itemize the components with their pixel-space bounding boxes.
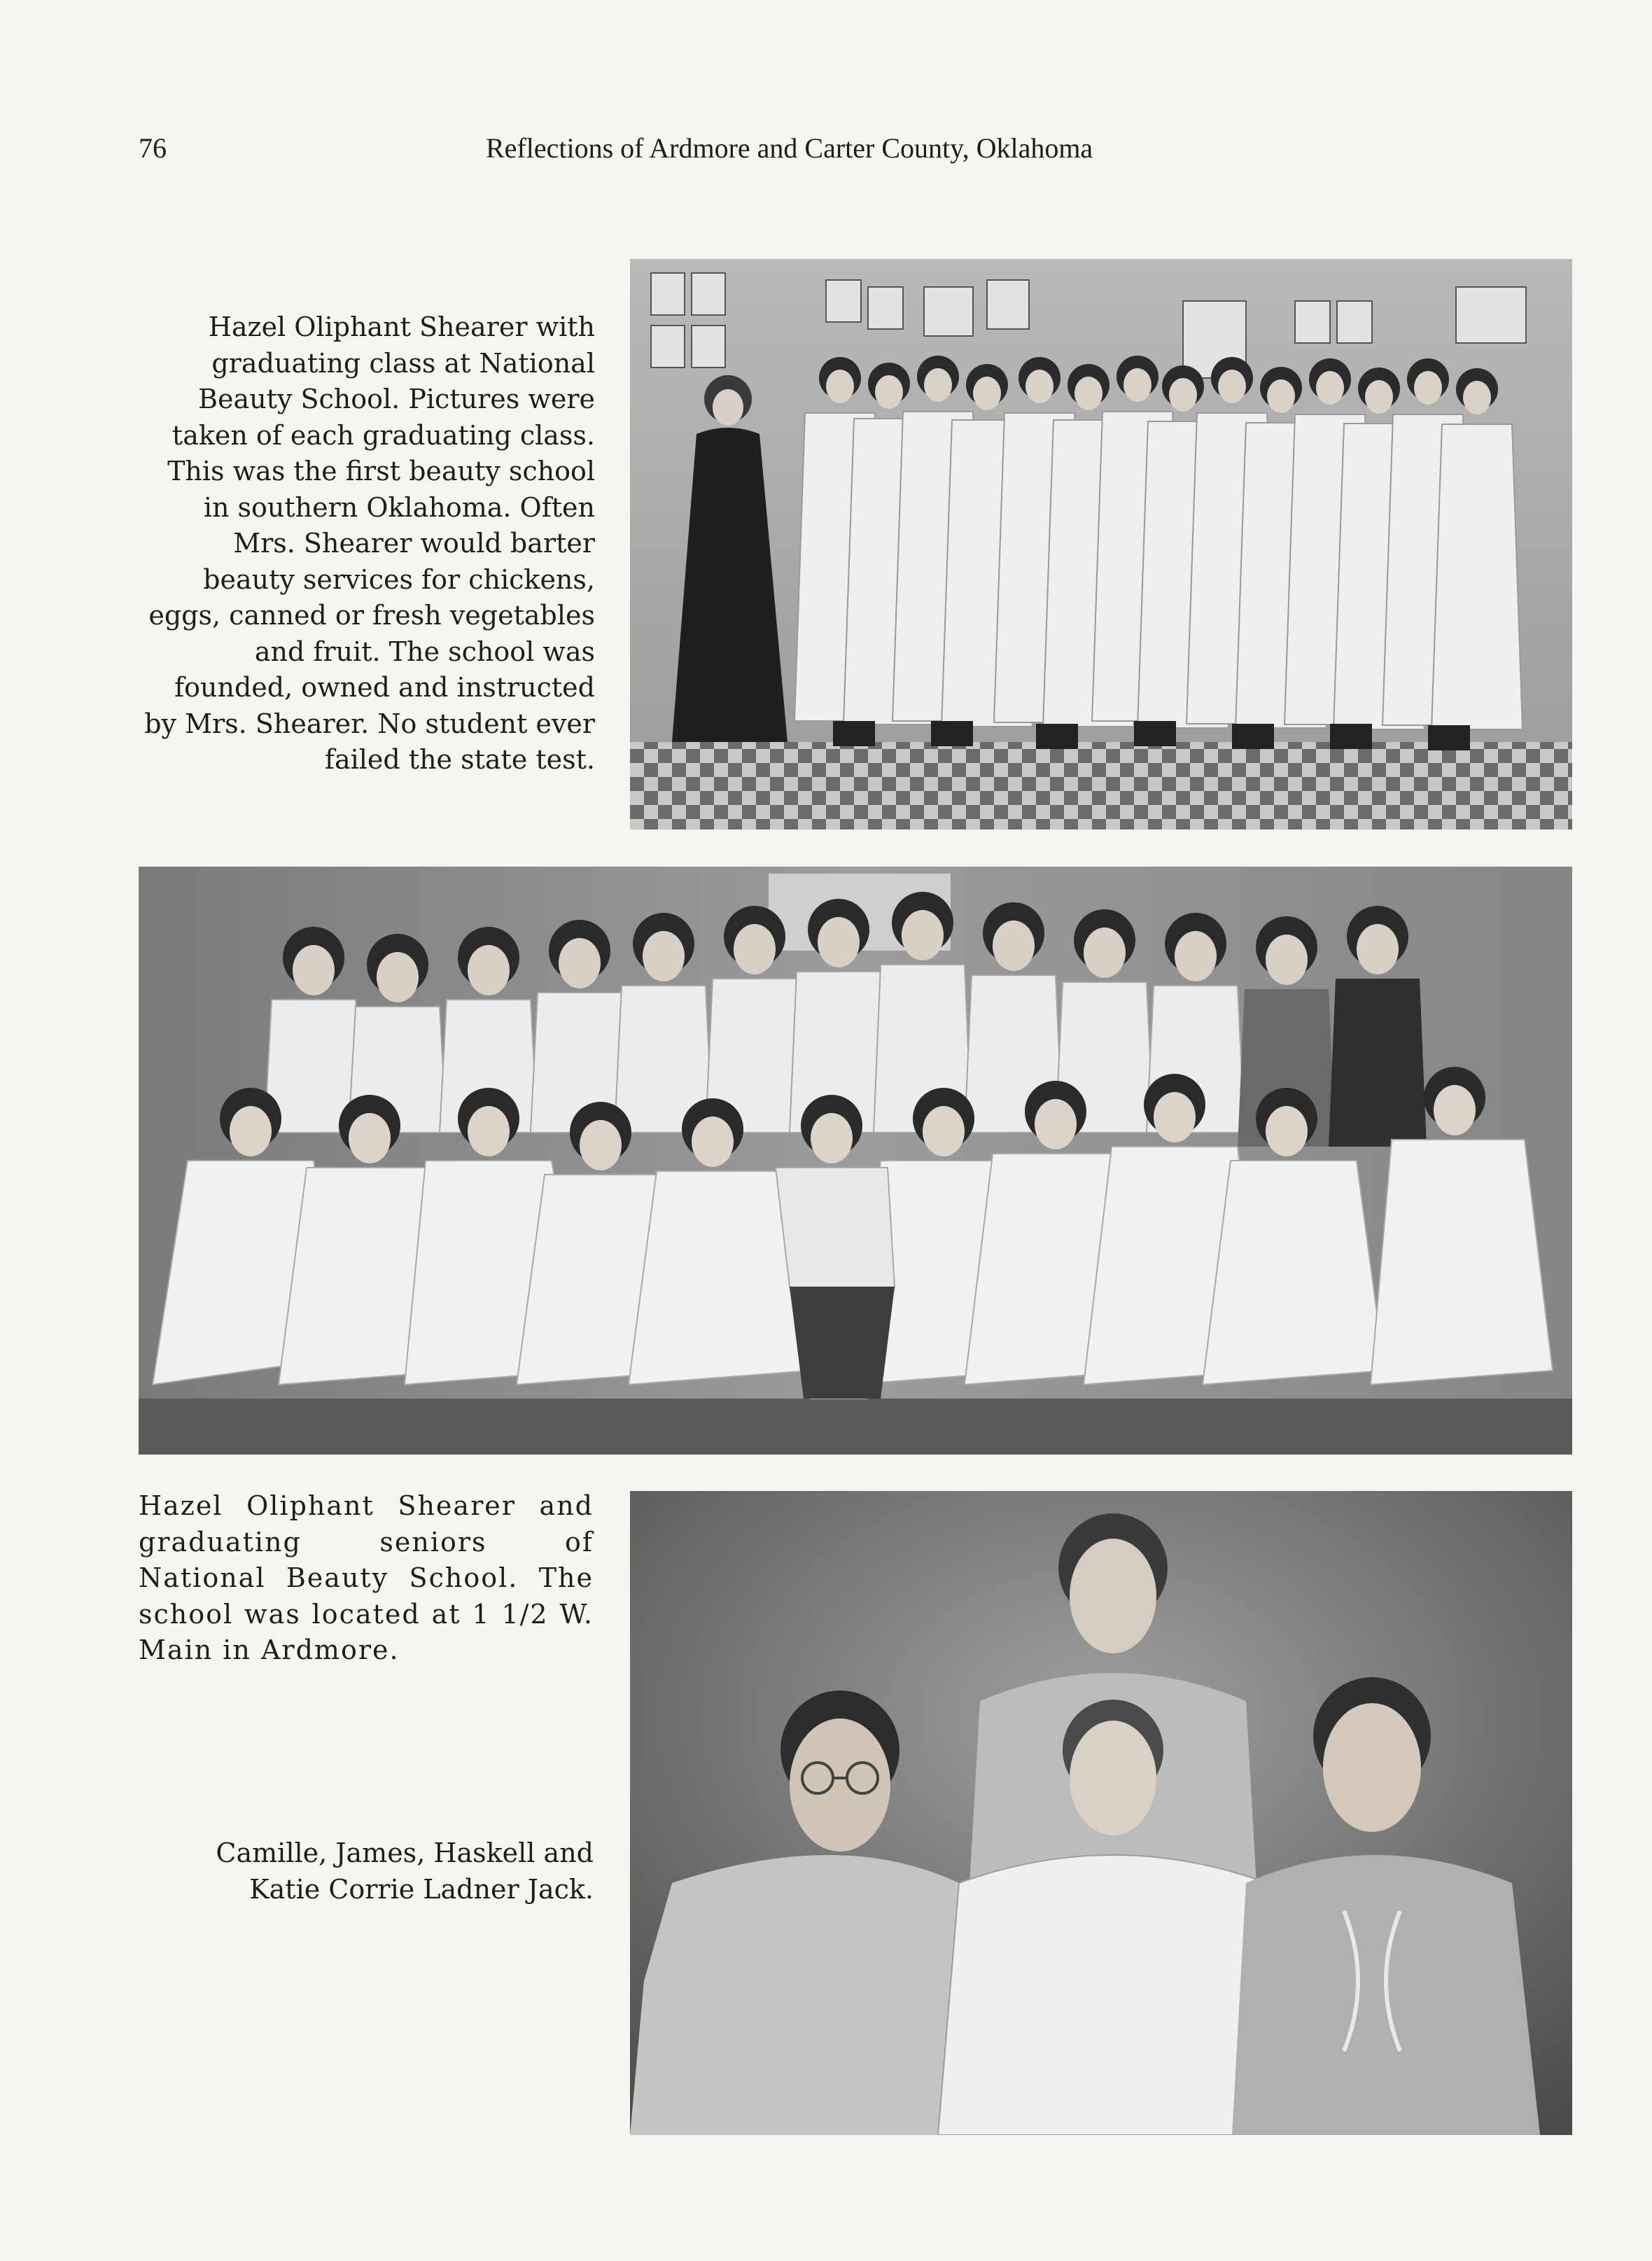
page-number: 76: [139, 132, 167, 164]
photo-graduating-seniors-seated-image: [139, 867, 1572, 1455]
photo-graduating-class-standing-image: [630, 259, 1572, 830]
caption-jack-family: Camille, James, Haskell and Katie Corrie Ladner Jack.: [216, 1837, 594, 1905]
caption-graduating-seniors: Hazel Oliphant Shearer and graduating seniors of National Beauty School. The school was located at 1 1/2 W. Main in Ardmore.: [139, 1490, 594, 1665]
photo-jack-family-portrait-image: [630, 1491, 1572, 2135]
photo-graduating-seniors-seated: [139, 867, 1572, 1455]
running-title: Reflections of Ardmore and Carter County, Oklahoma: [486, 132, 1093, 164]
photo-graduating-class-standing: [630, 259, 1572, 830]
caption-graduating-class: Hazel Oliphant Shearer with graduating class at National Beauty School. Pictures were taken of each graduating class. This was the first beauty school in southern Oklahoma. Often Mrs. Shearer would barter beauty services for chickens, eggs, canned or fresh vegetables and fruit. The school was founded, owned and instructed by Mrs. Shearer. No student ever failed the state test.: [144, 312, 595, 775]
photo-jack-family-portrait: [630, 1491, 1572, 2135]
